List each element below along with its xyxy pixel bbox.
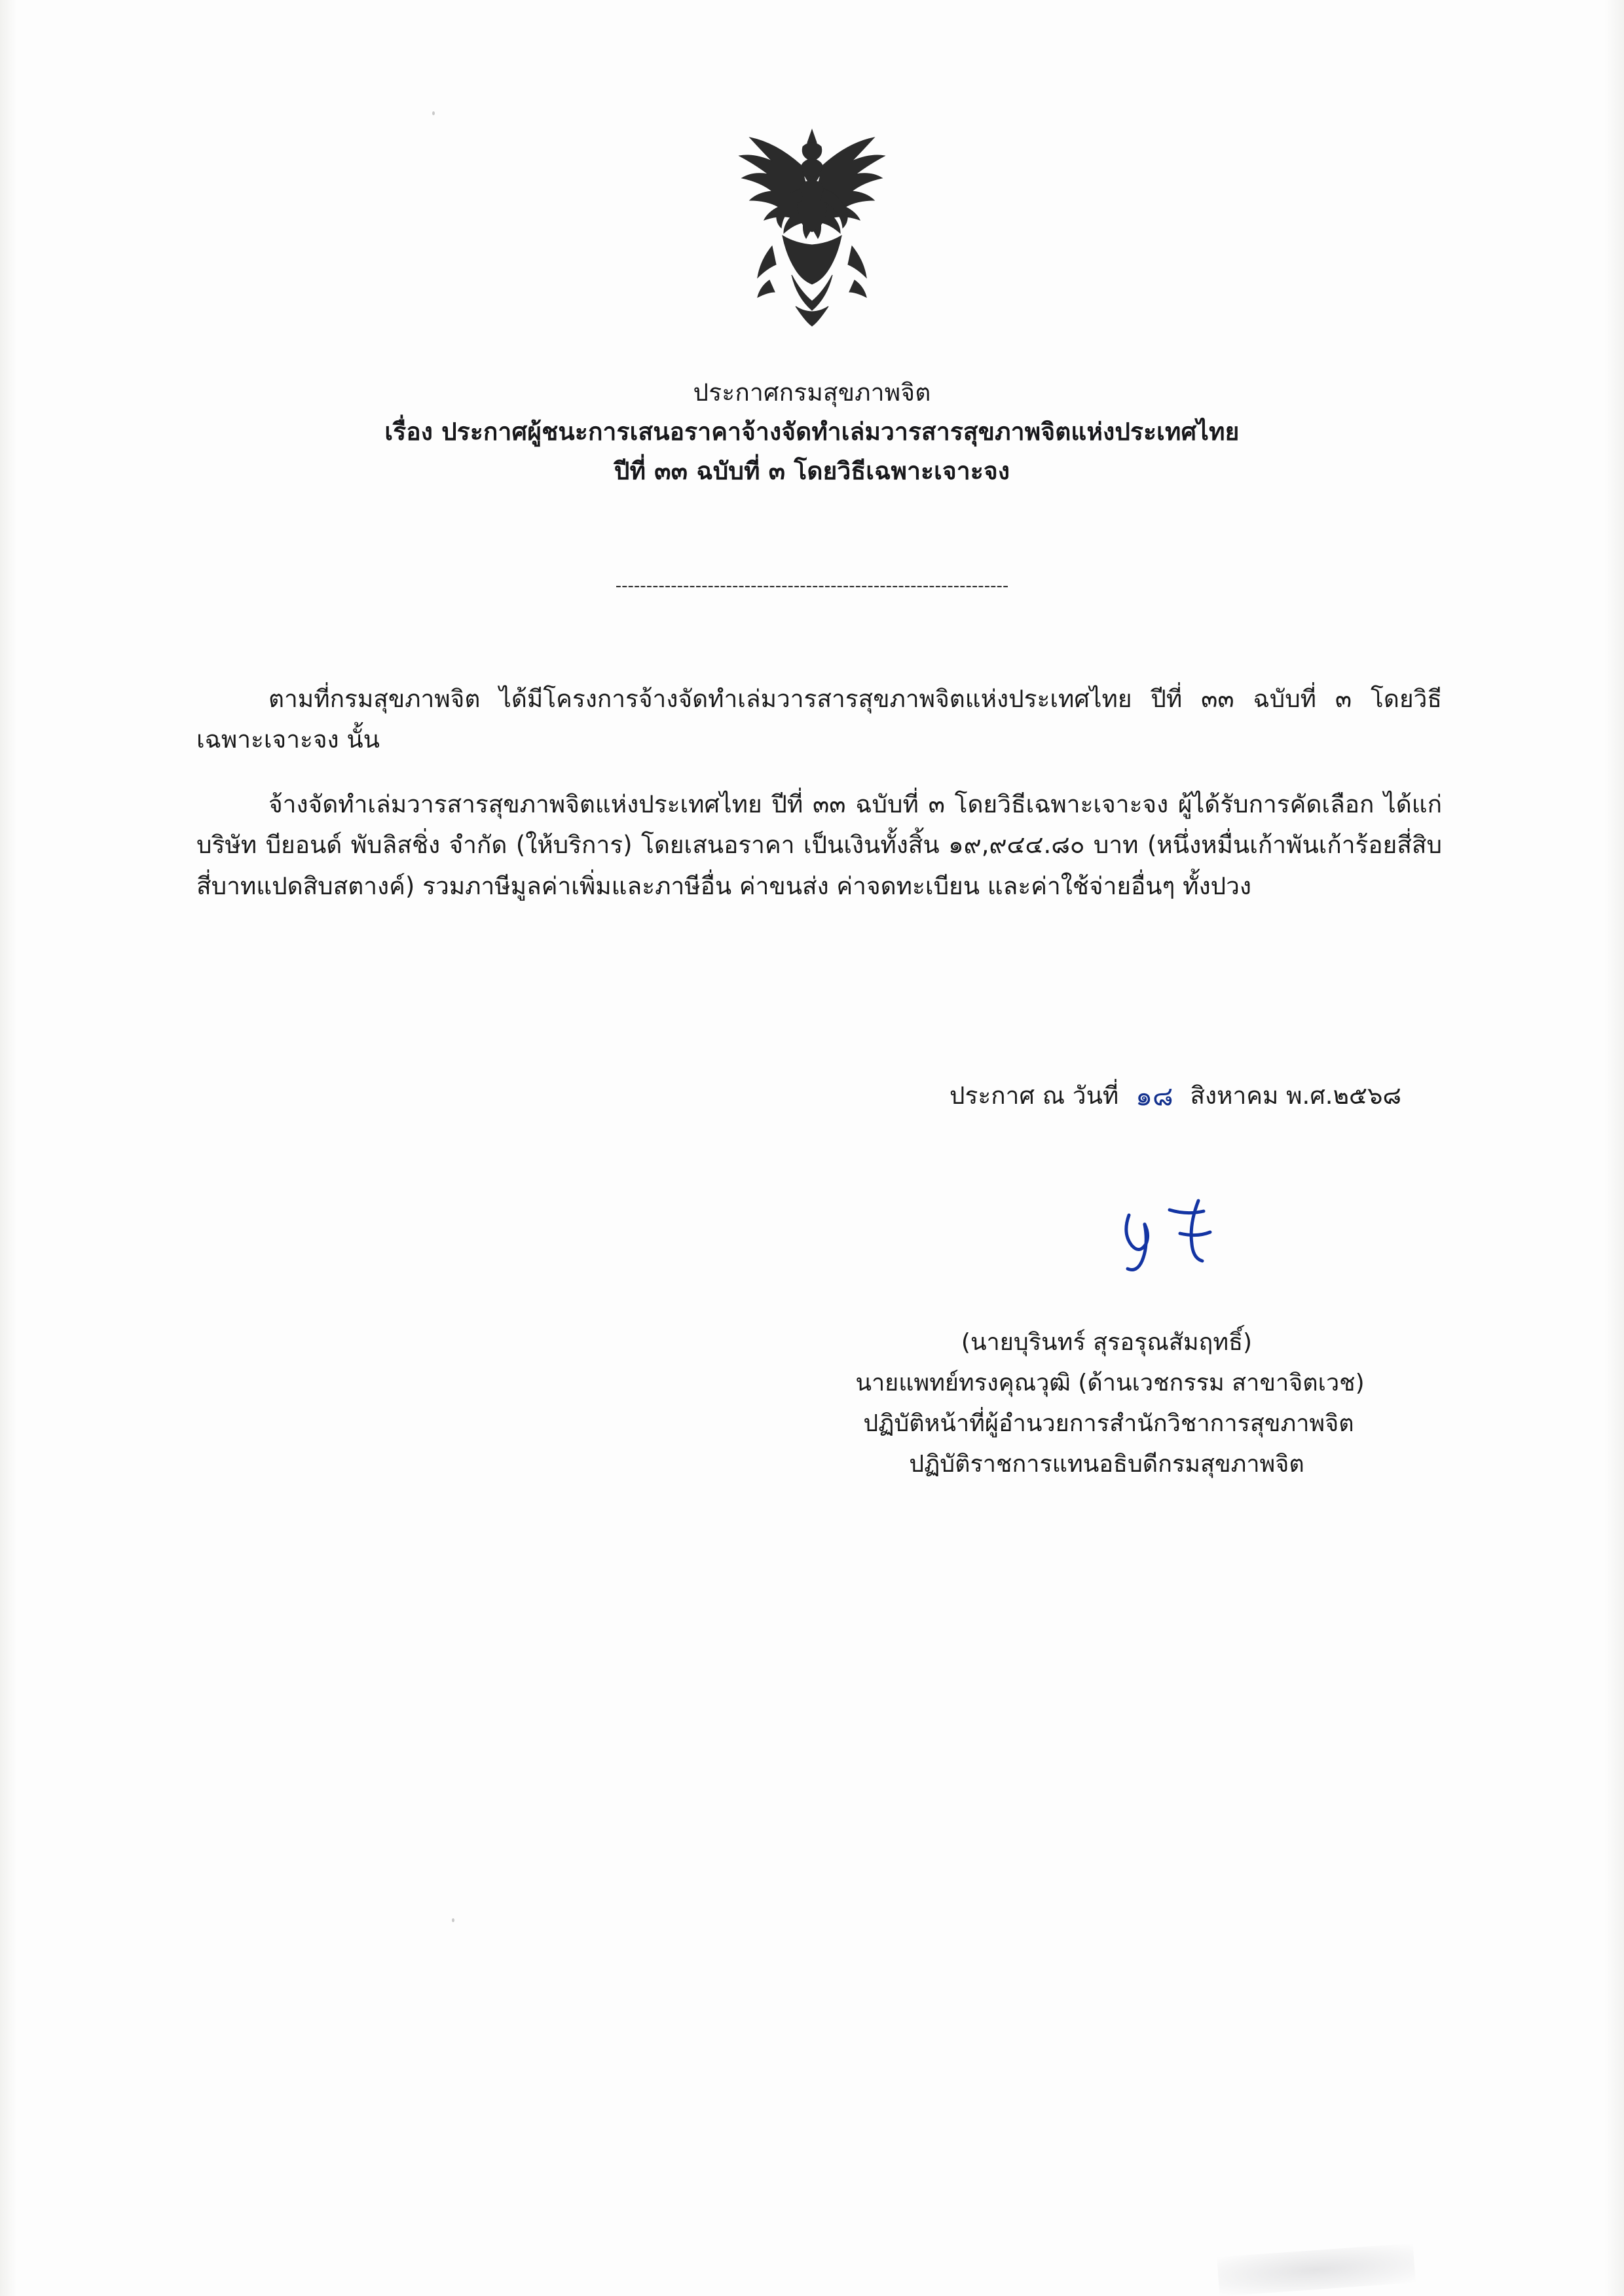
- scan-edge-left: [0, 0, 17, 2296]
- scan-speck: [432, 111, 435, 115]
- signer-title-1: นายแพทย์ทรงคุณวุฒิ (ด้านเวชกรรม สาขาจิตเวช): [855, 1369, 1365, 1396]
- signer-title-3: ปฏิบัติราชการแทนอธิบดีกรมสุขภาพจิต: [909, 1450, 1304, 1478]
- scan-smudge: [1217, 2244, 1415, 2296]
- header-divider: ----------------------------------------------------------------: [615, 576, 1009, 596]
- announcement-date: [950, 1074, 1401, 1116]
- body-paragraph-1: ตามที่กรมสุขภาพจิต ได้มีโครงการจ้างจัดทำเล่มวารสารสุขภาพจิตแห่งประเทศไทย ปีที่ ๓๓ ฉบับที่ ๓ โดยวิธีเฉพาะเจาะจง นั้น: [196, 685, 1442, 754]
- date-day-handwritten: ๑๘: [1135, 1080, 1173, 1112]
- header-line-3: ปีที่ ๓๓ ฉบับที่ ๓ โดยวิธีเฉพาะเจาะจง: [614, 456, 1010, 485]
- signer-title-2: ปฏิบัติหน้าที่ผู้อำนวยการสำนักวิชาการสุขภาพจิต: [863, 1410, 1354, 1437]
- date-prefix: ประกาศ ณ วันที่: [950, 1082, 1119, 1110]
- garuda-emblem: [704, 118, 920, 347]
- scan-edge-right: [1604, 0, 1624, 2296]
- signature-mark: [1107, 1198, 1277, 1290]
- body-paragraph-2: จ้างจัดทำเล่มวารสารสุขภาพจิตแห่งประเทศไทย ปีที่ ๓๓ ฉบับที่ ๓ โดยวิธีเฉพาะเจาะจง ผู้ได้รับการคัดเลือก ได้แก่ บริษัท บียอนด์ พับลิสชิ่ง จำกัด (ให้บริการ) โดยเสนอราคา เป็นเงินทั้งสิ้น ๑๙,๙๔๔.๘๐ บาท (หนึ่งหมื่นเก้าพันเก้าร้อยสี่สิบสี่บาทแปดสิบสตางค์) รวมภาษีมูลค่าเพิ่มและภาษีอื่น ค่าขนส่ง ค่าจดทะเบียน และค่าใช้จ่ายอื่นๆ ทั้งปวง: [196, 790, 1442, 900]
- signer-name: (นายบุรินทร์ สุรอรุณสัมฤทธิ์): [961, 1329, 1253, 1356]
- signer-block: [753, 1322, 1460, 1485]
- date-suffix: สิงหาคม พ.ศ.๒๕๖๘: [1190, 1082, 1401, 1110]
- document-body: [196, 655, 1442, 931]
- header-line-2: เรื่อง ประกาศผู้ชนะการเสนอราคาจ้างจัดทำเล่มวารสารสุขภาพจิตแห่งประเทศไทย: [384, 417, 1240, 446]
- scan-speck: [452, 1918, 454, 1922]
- document-header: [0, 373, 1624, 491]
- header-line-1: ประกาศกรมสุขภาพจิต: [693, 378, 931, 407]
